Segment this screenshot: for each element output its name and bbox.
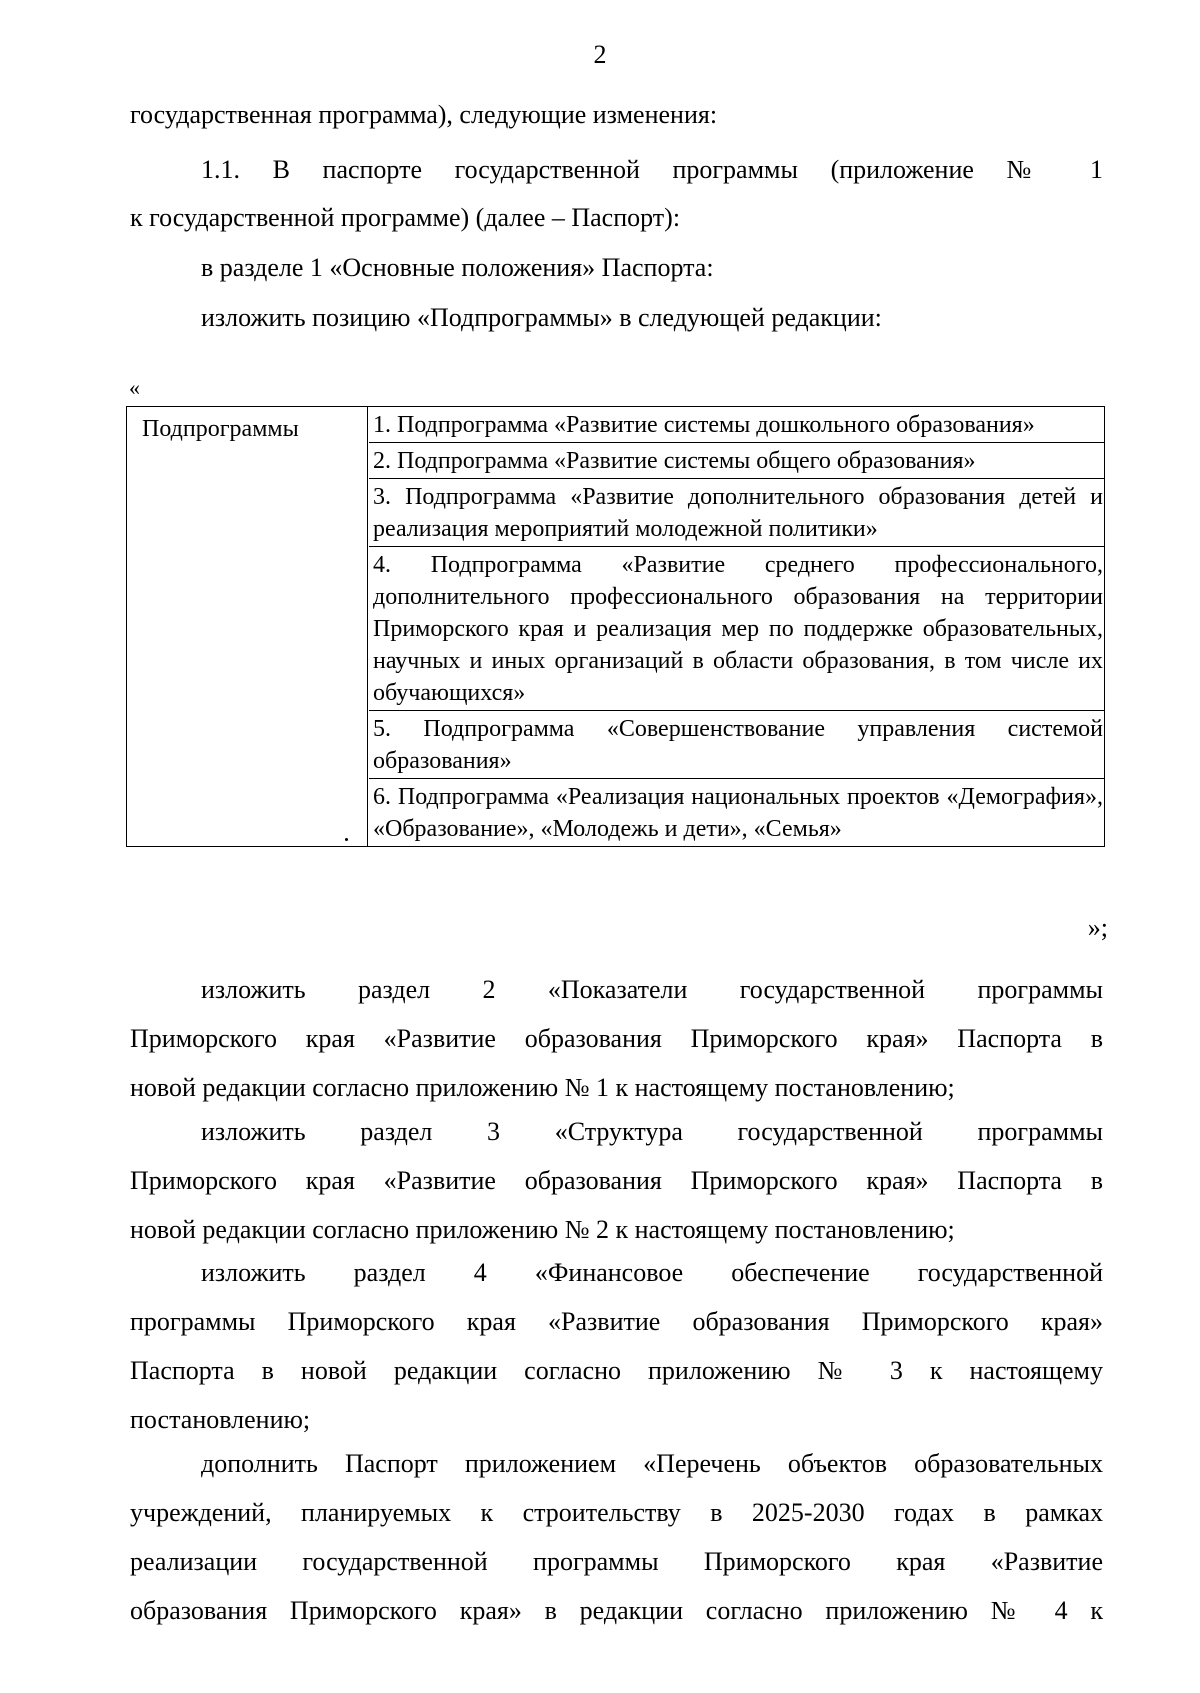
subprogram-row: 5. Подпрограмма «Совершенствование управления системой образования» <box>369 711 1104 779</box>
item-1-1-line2: к государственной программе) (далее – Паспорт): <box>130 203 681 232</box>
position-line: изложить позицию «Подпрограммы» в следующей редакции: <box>201 303 882 332</box>
section4-line4: постановлению; <box>130 1405 311 1434</box>
section3-line1: изложить раздел 3 «Структура государственной программы <box>201 1117 1103 1146</box>
close-quote: »; <box>1087 913 1108 942</box>
section2-line1: изложить раздел 2 «Показатели государственной программы <box>201 975 1103 1004</box>
supplement-line3: реализации государственной программы Приморского края «Развитие <box>130 1547 1103 1576</box>
subprogram-row: 6. Подпрограмма «Реализация национальных проектов «Демография», «Образование», «Молодежь и дети», «Семья» <box>373 784 1103 842</box>
subprogram-row: 3. Подпрограмма «Развитие дополнительного образования детей и реализация мероприятий молодежной политики» <box>369 479 1104 547</box>
page-number: 2 <box>593 40 607 69</box>
subprograms-table <box>126 406 1105 847</box>
section2-line2: Приморского края «Развитие образования Приморского края» Паспорта в <box>130 1024 1103 1053</box>
section4-line2: программы Приморского края «Развитие образования Приморского края» <box>130 1307 1103 1336</box>
subprogram-row: 1. Подпрограмма «Развитие системы дошкольного образования» <box>369 407 1104 443</box>
open-quote: « <box>129 375 140 400</box>
subprogram-row: 4. Подпрограмма «Развитие среднего профессионального, дополнительного профессионального образования на территории Приморского края и реализация мер по поддержке образовательных, научных и иных организаций в области образования, в том числе их обучающихся» <box>369 547 1104 711</box>
scan-speck <box>345 838 348 841</box>
table-label-cell: Подпрограммы <box>127 407 368 846</box>
item-1-1-line1: 1.1. В паспорте государственной программы (приложение № 1 <box>201 155 1103 184</box>
section1-line: в разделе 1 «Основные положения» Паспорта: <box>201 253 714 282</box>
intro-line: государственная программа), следующие изменения: <box>130 100 718 129</box>
section4-line1: изложить раздел 4 «Финансовое обеспечение государственной <box>201 1258 1103 1287</box>
supplement-line4: образования Приморского края» в редакции согласно приложению № 4 к <box>130 1596 1103 1625</box>
supplement-line2: учреждений, планируемых к строительству в 2025-2030 годах в рамках <box>130 1498 1103 1527</box>
section4-line3: Паспорта в новой редакции согласно приложению № 3 к настоящему <box>130 1356 1103 1385</box>
section3-line2: Приморского края «Развитие образования Приморского края» Паспорта в <box>130 1166 1103 1195</box>
section3-line3: новой редакции согласно приложению № 2 к настоящему постановлению; <box>130 1215 955 1244</box>
subprogram-row: 2. Подпрограмма «Развитие системы общего образования» <box>369 443 1104 479</box>
supplement-line1: дополнить Паспорт приложением «Перечень объектов образовательных <box>201 1449 1103 1478</box>
section2-line3: новой редакции согласно приложению № 1 к настоящему постановлению; <box>130 1073 955 1102</box>
subprogram-list <box>369 407 1104 846</box>
